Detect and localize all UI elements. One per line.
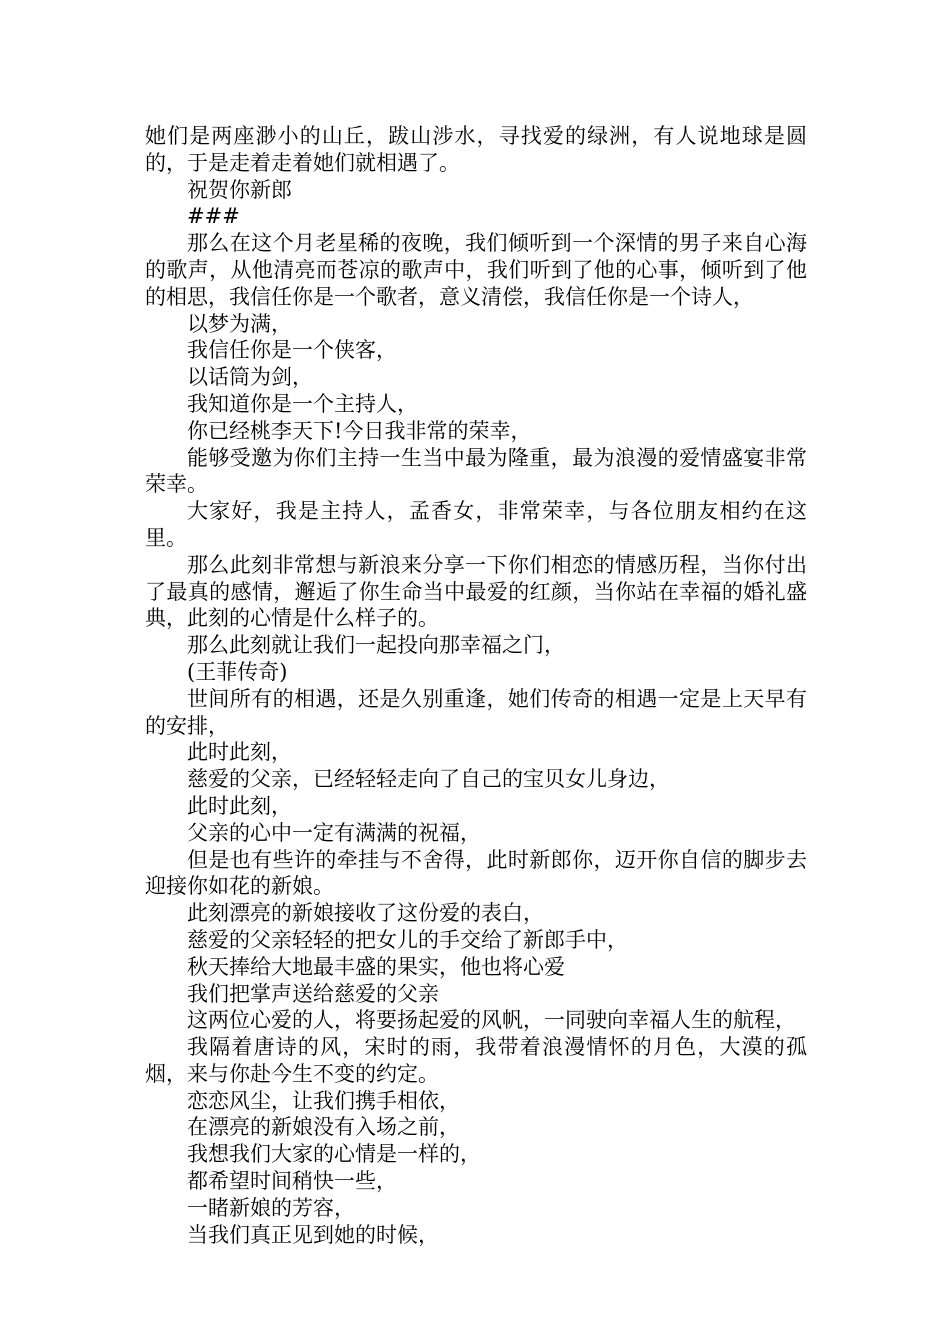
paragraph: ### [187, 204, 240, 229]
paragraph: 此时此刻， [187, 793, 292, 818]
paragraph: 都希望时间稍快一些， [187, 1169, 397, 1194]
paragraph: 那么此刻就让我们一起投向那幸福之门， [187, 633, 565, 658]
paragraph: 一睹新娘的芳容， [187, 1195, 355, 1220]
paragraph: 在漂亮的新娘没有入场之前， [187, 1115, 460, 1140]
paragraph: 秋天捧给大地最丰盛的果实，他也将心爱 [187, 954, 565, 979]
paragraph: 世间所有的相遇，还是久别重逢，她们传奇的相遇一定是上天早有的安排， [145, 686, 807, 738]
paragraph: 以话筒为剑， [187, 365, 313, 390]
document-body [145, 123, 807, 1248]
paragraph: 我信任你是一个侠客， [187, 338, 397, 363]
paragraph: 此刻漂亮的新娘接收了这份爱的表白， [187, 901, 544, 926]
paragraph: 她们是两座渺小的山丘，跋山涉水，寻找爱的绿洲，有人说地球是圆的，于是走着走着她们就相遇了。 [145, 124, 807, 175]
paragraph: 我知道你是一个主持人， [187, 391, 418, 416]
paragraph: 此时此刻， [187, 740, 292, 765]
paragraph: 那么此刻非常想与新浪来分享一下你们相恋的情感历程，当你付出了最真的感情，邂逅了你生命当中最爱的红颜，当你站在幸福的婚礼盛典，此刻的心情是什么样子的。 [145, 552, 807, 631]
paragraph: 以梦为满， [187, 311, 292, 336]
paragraph: 父亲的心中一定有满满的祝福， [187, 820, 481, 845]
paragraph: 但是也有些许的牵挂与不舍得，此时新郎你，迈开你自信的脚步去迎接你如花的新娘。 [145, 847, 807, 899]
paragraph: 我想我们大家的心情是一样的， [187, 1142, 481, 1167]
paragraph: 恋恋风尘，让我们携手相依， [187, 1088, 460, 1113]
paragraph: 能够受邀为你们主持一生当中最为隆重，最为浪漫的爱情盛宴非常荣幸。 [145, 445, 807, 497]
paragraph: 祝贺你新郎 [187, 177, 292, 202]
paragraph: 你已经桃李天下!今日我非常的荣幸， [187, 418, 532, 443]
paragraph: 当我们真正见到她的时候， [187, 1222, 439, 1247]
paragraph: 我们把掌声送给慈爱的父亲 [187, 981, 439, 1006]
paragraph: (王菲传奇) [187, 659, 288, 684]
paragraph: 我隔着唐诗的风，宋时的雨，我带着浪漫情怀的月色，大漠的孤烟，来与你赴今生不变的约定。 [145, 1035, 807, 1086]
paragraph: 那么在这个月老星稀的夜晚，我们倾听到一个深情的男子来自心海的歌声，从他清亮而苍凉的歌声中，我们听到了他的心事，倾听到了他的相思，我信任你是一个歌者，意义清偿，我信任你是一个诗人， [145, 231, 807, 309]
paragraph: 慈爱的父亲轻轻的把女儿的手交给了新郎手中， [187, 927, 628, 952]
paragraph: 大家好，我是主持人，孟香女，非常荣幸，与各位朋友相约在这里。 [145, 499, 807, 550]
paragraph: 慈爱的父亲，已经轻轻走向了自己的宝贝女儿身边， [187, 767, 670, 792]
paragraph: 这两位心爱的人，将要扬起爱的风帆，一同驶向幸福人生的航程， [187, 1008, 796, 1033]
